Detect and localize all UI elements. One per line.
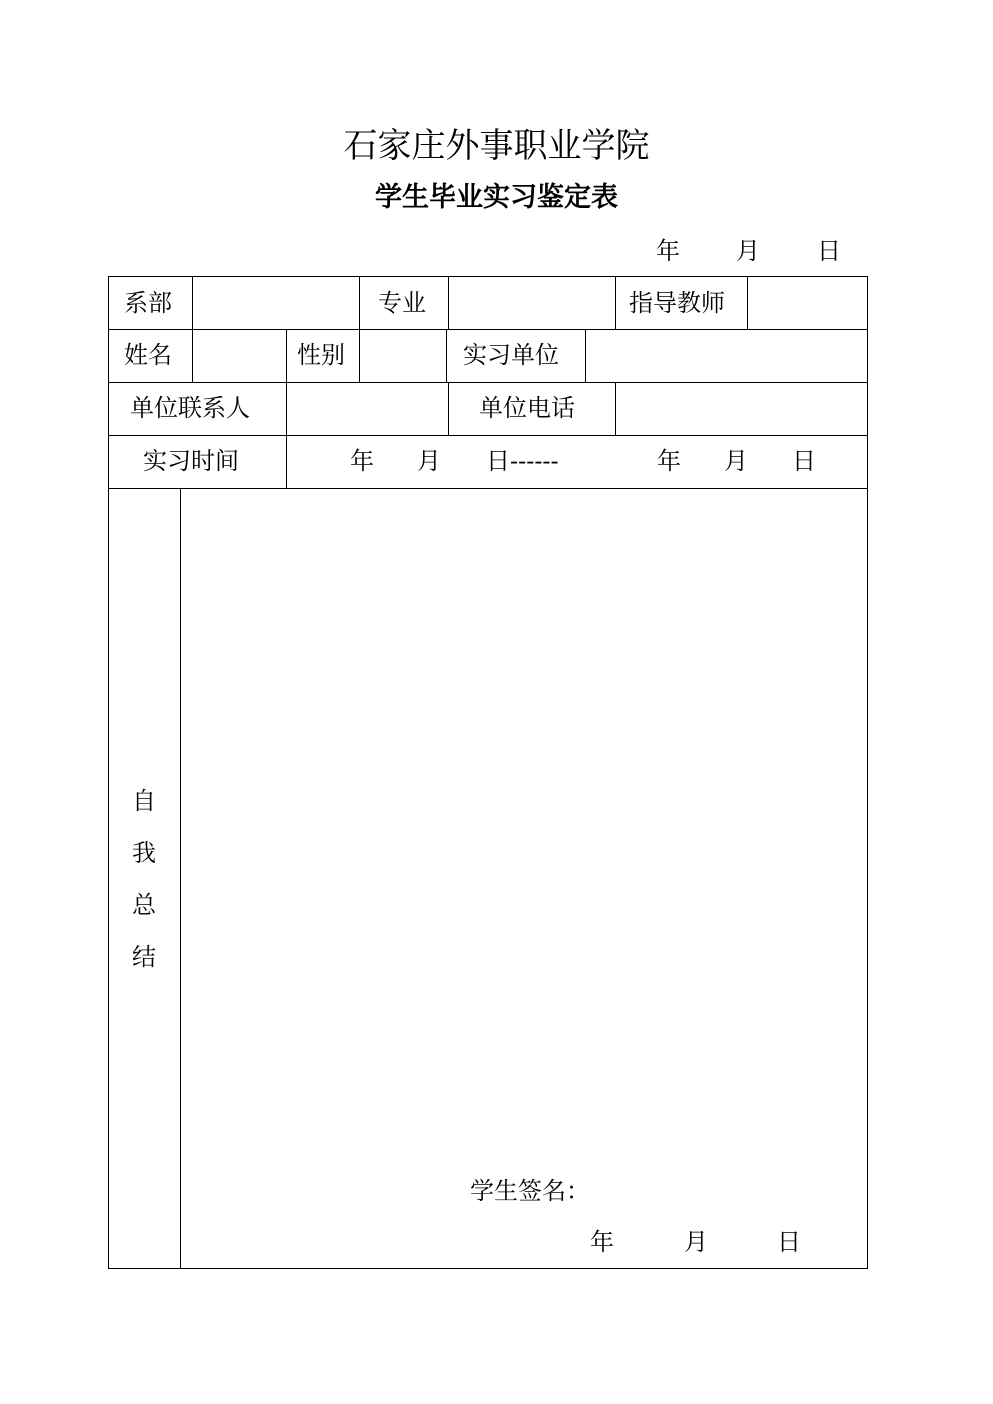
phone-field[interactable] bbox=[616, 383, 867, 435]
table-border-right bbox=[867, 276, 868, 1269]
signature-label: 学生签名： bbox=[470, 1177, 590, 1205]
table-border-bottom bbox=[108, 1268, 868, 1269]
advisor-label: 指导教师 bbox=[629, 289, 725, 317]
summary-char: 结 bbox=[132, 943, 156, 971]
summary-text-area[interactable] bbox=[181, 489, 867, 1149]
period-label: 实习时间 bbox=[143, 447, 239, 475]
name-label: 姓名 bbox=[124, 341, 172, 369]
start-year: 年 bbox=[350, 447, 374, 475]
summary-char: 我 bbox=[132, 839, 156, 867]
form-title: 学生毕业实习鉴定表 bbox=[375, 182, 618, 213]
col-divider bbox=[286, 435, 287, 488]
end-year: 年 bbox=[657, 447, 681, 475]
row-divider bbox=[108, 435, 868, 436]
company-label: 实习单位 bbox=[463, 341, 559, 369]
advisor-field[interactable] bbox=[748, 277, 867, 329]
sign-year: 年 bbox=[590, 1228, 614, 1256]
contact-label: 单位联系人 bbox=[130, 394, 250, 422]
gender-label: 性别 bbox=[297, 341, 345, 369]
col-divider bbox=[359, 276, 360, 329]
phone-label: 单位电话 bbox=[479, 394, 575, 422]
sign-day: 日 bbox=[777, 1228, 801, 1256]
col-divider bbox=[615, 276, 616, 329]
start-day: 日------ bbox=[486, 447, 559, 475]
summary-char: 总 bbox=[132, 891, 156, 919]
company-field[interactable] bbox=[586, 330, 867, 382]
school-title: 石家庄外事职业学院 bbox=[343, 126, 650, 166]
signature-field[interactable] bbox=[594, 1170, 854, 1210]
sign-month: 月 bbox=[684, 1228, 708, 1256]
contact-field[interactable] bbox=[287, 383, 448, 435]
summary-char: 自 bbox=[132, 787, 156, 815]
col-divider bbox=[446, 329, 447, 382]
major-label: 专业 bbox=[378, 289, 426, 317]
name-field[interactable] bbox=[193, 330, 286, 382]
end-day: 日 bbox=[792, 447, 816, 475]
col-divider bbox=[286, 329, 287, 382]
header-day: 日 bbox=[817, 237, 841, 265]
col-divider bbox=[448, 382, 449, 435]
table-border-left bbox=[108, 276, 109, 1269]
start-month: 月 bbox=[417, 447, 441, 475]
department-field[interactable] bbox=[193, 277, 359, 329]
major-field[interactable] bbox=[449, 277, 615, 329]
header-month: 月 bbox=[736, 237, 760, 265]
department-label: 系部 bbox=[124, 289, 172, 317]
header-year: 年 bbox=[656, 237, 680, 265]
end-month: 月 bbox=[724, 447, 748, 475]
gender-field[interactable] bbox=[360, 330, 446, 382]
